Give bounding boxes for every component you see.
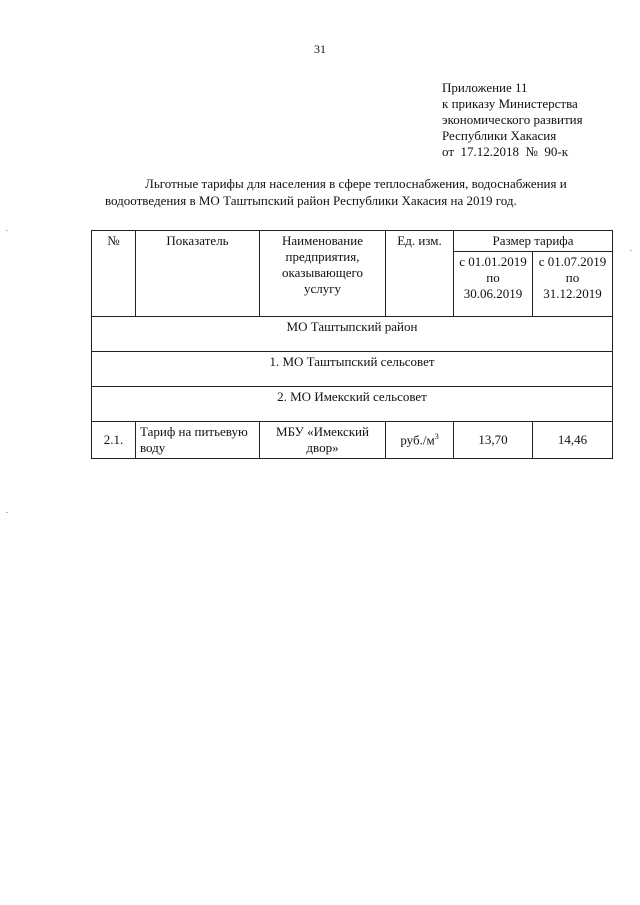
appendix-block [442,80,583,160]
district-label: МО Таштыпский район [92,317,613,352]
district-row [92,317,613,352]
header-period-2: с 01.07.2019 по 31.12.2019 [533,252,613,317]
header-period-1: с 01.01.2019 по 30.06.2019 [454,252,533,317]
header-indicator: Показатель [136,231,260,317]
row-unit-exp: 3 [434,431,439,441]
page-number: 31 [314,42,326,56]
section-row [92,352,613,387]
appendix-line: экономического развития [442,112,583,127]
header-unit: Ед. изм. [386,231,454,317]
appendix-line: к приказу Министерства [442,96,578,111]
scan-speck [630,250,632,251]
scan-speck [6,230,8,231]
header-provider: Наименование предприятия, оказывающего услугу [260,231,386,317]
section-1-label: 1. МО Таштыпский сельсовет [92,352,613,387]
appendix-line: Приложение 11 [442,80,528,95]
table-header-row [92,231,613,252]
row-value-2: 14,46 [533,422,613,459]
tariff-table [91,230,613,459]
header-tariff: Размер тарифа [454,231,613,252]
row-num: 2.1. [92,422,136,459]
row-unit-base: руб./м [400,432,435,448]
appendix-line: Республики Хакасия [442,128,557,143]
row-provider: МБУ «Имекский двор» [260,422,386,459]
row-unit [386,422,454,459]
scan-speck [6,512,8,513]
row-indicator: Тариф на питьевую воду [136,422,260,459]
table-row [92,422,613,459]
row-value-1: 13,70 [454,422,533,459]
section-2-label: 2. МО Имекский сельсовет [92,387,613,422]
header-num: № [92,231,136,317]
document-title: Льготные тарифы для населения в сфере теплоснабжения, водоснабжения и водоотведения в МО Таштыпский район Республики Хакасия на 2019 год. [105,176,567,208]
appendix-line: от 17.12.2018 № 90-к [442,144,569,159]
section-row [92,387,613,422]
